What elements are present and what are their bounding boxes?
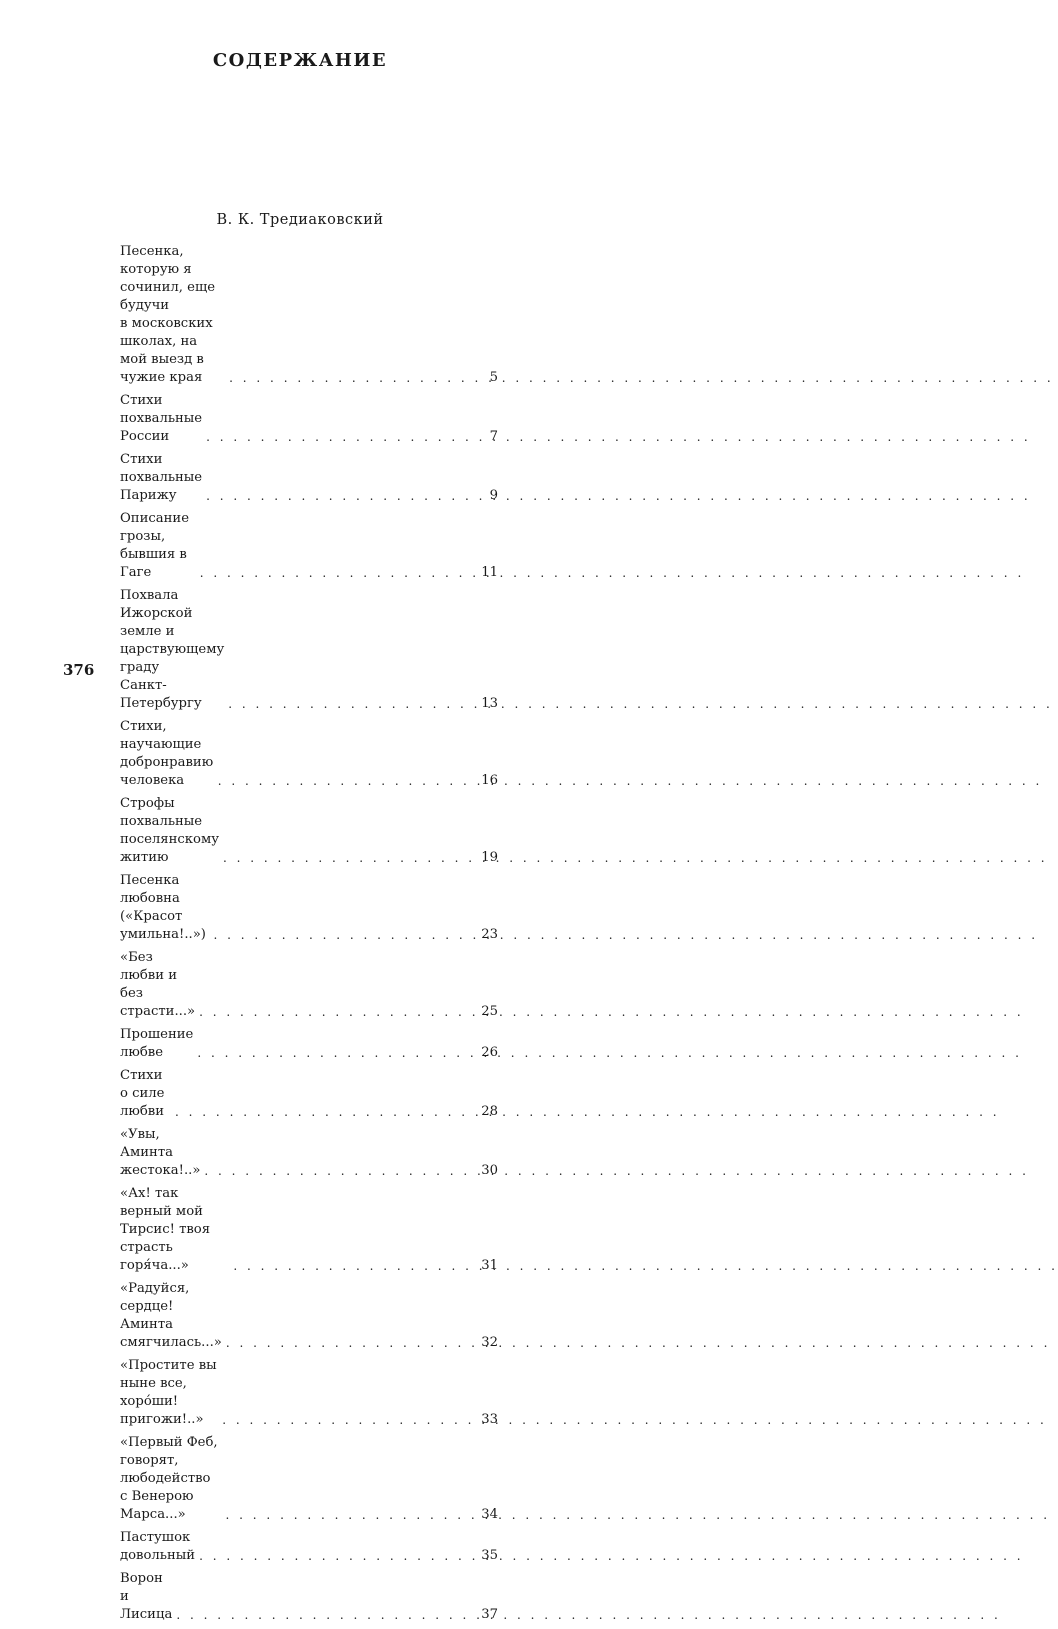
toc-entry-title: Ворон и Лисица	[120, 1571, 173, 1622]
toc-entry[interactable]	[120, 510, 498, 582]
toc-entry-title: Пастушок довольный	[120, 1530, 196, 1563]
toc-entry-title: «Первый Феб, говорят, любодейство с Венерою Марса...»	[120, 1435, 218, 1522]
toc-entry-title: Похвала Ижорской земле и царствующему граду Санкт-Петербургу	[120, 588, 225, 711]
dot-leader	[200, 564, 478, 582]
toc-page-number: 33	[481, 1412, 498, 1427]
toc-page-number: 37	[481, 1607, 498, 1622]
toc-entry-title: Песенка, которую я сочинил, еще будучи в московских школах, на мой выезд в чужие края	[120, 244, 216, 385]
dot-leader	[206, 428, 478, 446]
dot-leader	[199, 1003, 477, 1021]
toc-page-number: 31	[481, 1258, 498, 1273]
page-title: СОДЕРЖАНИЕ	[212, 50, 388, 71]
toc-entry-title: Прошение любве	[120, 1027, 194, 1060]
toc-entry[interactable]	[120, 587, 498, 713]
toc-entry-title: Описание грозы, бывшия в Гаге	[120, 511, 190, 580]
toc-page-number: 34	[481, 1507, 498, 1522]
dot-leader	[233, 1257, 477, 1275]
toc-entry[interactable]	[120, 1434, 498, 1524]
dot-leader	[206, 487, 478, 505]
toc-entry-title: «Простите вы ныне все, хоро́ши! пригожи!..»	[120, 1358, 217, 1427]
toc-entry-title: «Ах! так верный мой Тирсис! твоя страсть горя́ча...»	[120, 1186, 211, 1273]
toc-entry[interactable]	[120, 1280, 498, 1352]
toc-page-number: 28	[481, 1104, 498, 1119]
toc-entry-title: «Радуйся, сердце! Аминта смягчилась...»	[120, 1281, 222, 1350]
dot-leader	[176, 1606, 477, 1624]
toc-page-number: 13	[481, 696, 498, 711]
toc-page-number: 26	[481, 1045, 498, 1060]
toc-page-number: 25	[481, 1004, 498, 1019]
toc-entry[interactable]	[120, 1126, 498, 1180]
toc-page-number: 11	[481, 565, 498, 580]
toc-entry[interactable]	[120, 1529, 498, 1565]
table-of-contents	[120, 243, 498, 1629]
dot-leader	[223, 849, 477, 867]
toc-entry-title: Стихи похвальные Парижу	[120, 452, 203, 503]
dot-leader	[204, 1162, 477, 1180]
dot-leader	[214, 926, 478, 944]
toc-entry-title: Стихи, научающие добронравию человека	[120, 719, 214, 788]
toc-entry-title: Стихи похвальные России	[120, 393, 203, 444]
dot-leader	[226, 1506, 478, 1524]
toc-entry-title: Стихи о силе любви	[120, 1068, 165, 1119]
toc-entry[interactable]	[120, 795, 498, 867]
toc-entry[interactable]	[120, 243, 498, 387]
toc-entry-title: «Без любви и без страсти...»	[120, 950, 196, 1019]
toc-entry[interactable]	[120, 949, 498, 1021]
toc-entry[interactable]	[120, 1570, 498, 1624]
dot-leader	[229, 369, 478, 387]
toc-page-number: 9	[489, 488, 498, 503]
dot-leader	[197, 1044, 477, 1062]
toc-entry[interactable]	[120, 392, 498, 446]
dot-leader	[199, 1547, 477, 1565]
toc-entry[interactable]	[120, 451, 498, 505]
toc-entry[interactable]	[120, 1067, 498, 1121]
dot-leader	[222, 1411, 477, 1429]
folio-page-number: 376	[63, 661, 95, 679]
dot-leader	[226, 1334, 477, 1352]
toc-entry[interactable]	[120, 1026, 498, 1062]
toc-page-number: 23	[481, 927, 498, 942]
toc-page-number: 35	[481, 1548, 498, 1563]
toc-page-number: 19	[481, 850, 498, 865]
dot-leader	[228, 695, 477, 713]
toc-page-number: 32	[481, 1335, 498, 1350]
toc-entry-title: «Увы, Аминта жестока!..»	[120, 1127, 201, 1178]
toc-page-number: 16	[481, 773, 498, 788]
section-title: В. К. Тредиаковский	[216, 212, 384, 228]
toc-page-number: 30	[481, 1163, 498, 1178]
dot-leader	[175, 1103, 477, 1121]
toc-entry-title: Строфы похвальные поселянскому житию	[120, 796, 219, 865]
toc-entry[interactable]	[120, 872, 498, 944]
toc-entry[interactable]	[120, 1185, 498, 1275]
dot-leader	[218, 772, 477, 790]
toc-page-number: 5	[489, 370, 498, 385]
toc-entry-title: Песенка любовна («Красот умильна!..»)	[120, 873, 206, 942]
toc-page-number: 7	[489, 429, 498, 444]
toc-entry[interactable]	[120, 718, 498, 790]
toc-entry[interactable]	[120, 1357, 498, 1429]
